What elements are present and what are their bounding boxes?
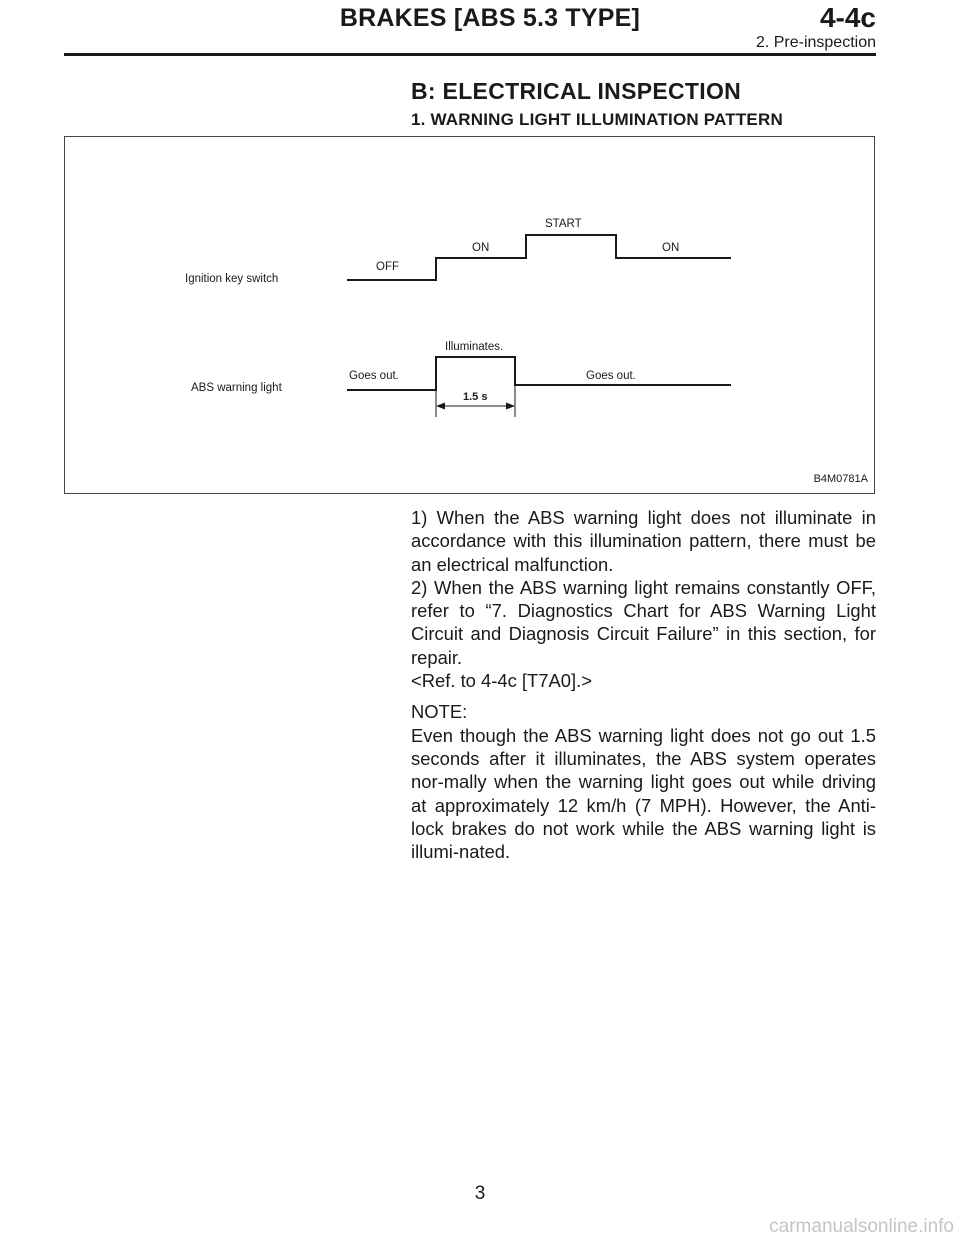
- duration-label: 1.5 s: [463, 391, 488, 403]
- header-rule: [64, 53, 876, 56]
- warning-state-illuminates: Illuminates.: [445, 341, 504, 353]
- watermark: carmanualsonline.info: [769, 1216, 954, 1237]
- page-number: 3: [474, 1183, 486, 1204]
- header-section-code: 4-4c: [819, 2, 876, 33]
- section-subtitle: 1. WARNING LIGHT ILLUMINATION PATTERN: [411, 110, 783, 129]
- ignition-state-off: OFF: [376, 261, 399, 273]
- illumination-pattern-figure: [64, 136, 875, 494]
- instruction-2: 2) When the ABS warning light remains constantly OFF, refer to “7. Diagnostics Chart for ABS Warning Light Circuit and Diagnosis Circuit Failure” in this section, for repair.: [411, 576, 876, 668]
- ignition-key-label: Ignition key switch: [185, 273, 279, 285]
- figure-id: B4M0781A: [813, 473, 868, 485]
- warning-state-goes-out-2: Goes out.: [586, 370, 636, 382]
- instruction-1: 1) When the ABS warning light does not illuminate in accordance with this illumination pattern, there must be an electrical malfunction.: [411, 507, 876, 575]
- abs-warning-light-label: ABS warning light: [191, 382, 282, 394]
- ignition-state-start: START: [545, 218, 582, 230]
- timing-diagram: [65, 137, 876, 495]
- duration-arrow-left: [436, 403, 445, 410]
- body-text: [411, 506, 876, 863]
- ignition-state-on-2: ON: [662, 242, 680, 254]
- reference-link: <Ref. to 4-4c [T7A0].>: [411, 670, 592, 692]
- note-text: Even though the ABS warning light does not go out 1.5 seconds after it illuminates, the ABS system operates nor-mally when the warning light goes out while driving at approximately 12 km/h (7 MPH). However, the Anti-lock brakes do not work while the ABS warning light is illumi-nated.: [411, 724, 876, 863]
- note-label: NOTE:: [411, 701, 468, 723]
- section-title: B: ELECTRICAL INSPECTION: [411, 78, 742, 104]
- ignition-state-on-1: ON: [472, 242, 490, 254]
- warning-signal-line: [347, 357, 731, 390]
- header-title: BRAKES [ABS 5.3 TYPE]: [339, 4, 640, 32]
- warning-state-goes-out-1: Goes out.: [349, 370, 399, 382]
- duration-arrow-right: [506, 403, 515, 410]
- header-subtitle: 2. Pre-inspection: [755, 34, 876, 51]
